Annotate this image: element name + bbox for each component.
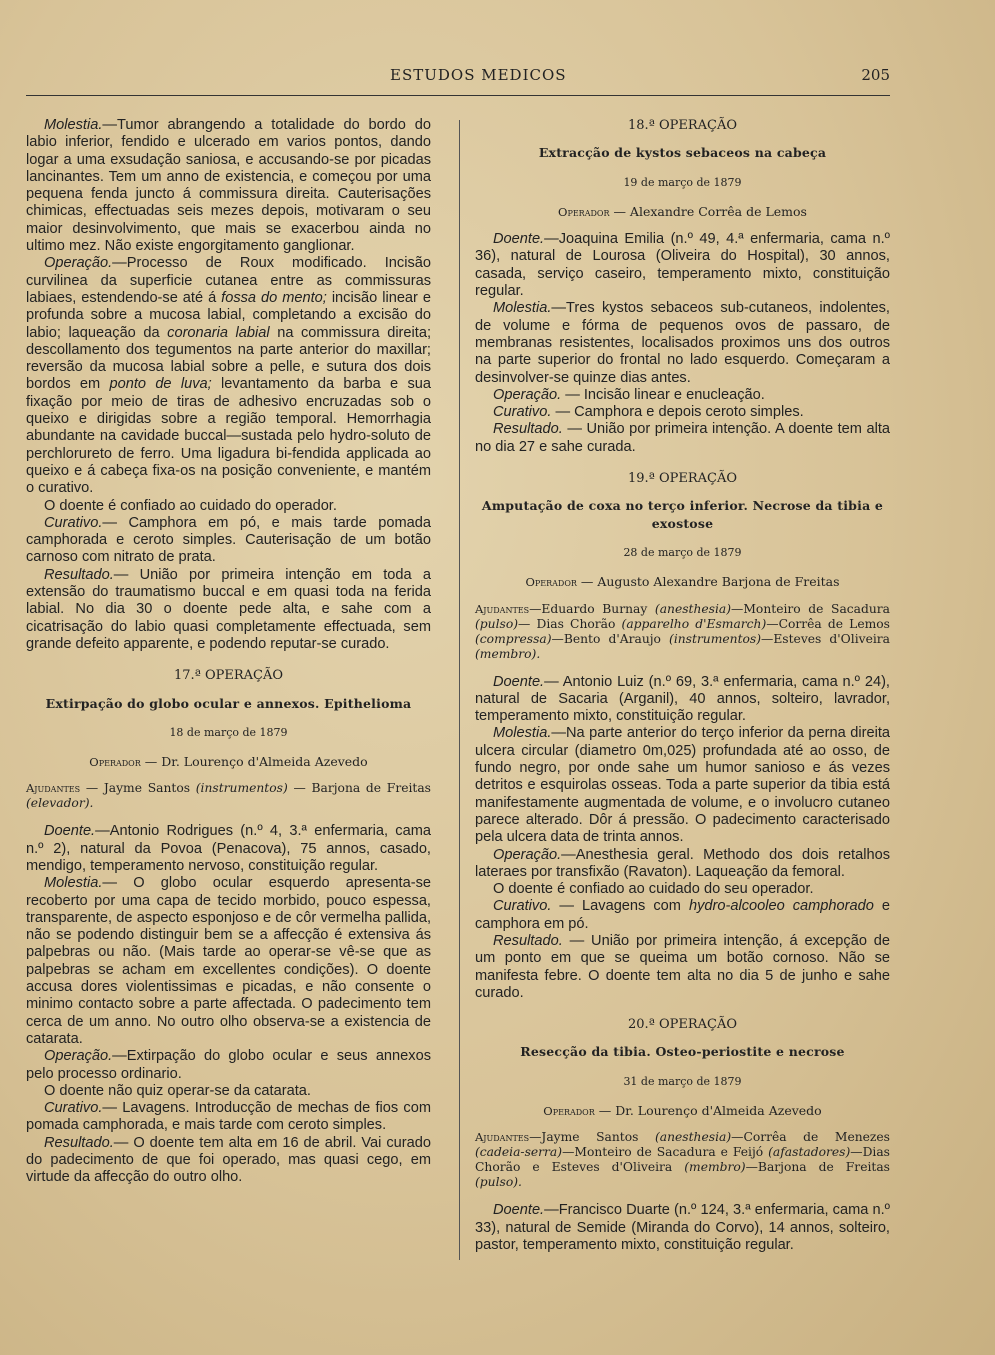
operation-18-curativo: Curativo. — Camphora e depois ceroto simples. (493, 404, 804, 421)
right-column (475, 117, 890, 1254)
operation-19-heading: 19.ª OPERAÇÃO (627, 471, 738, 487)
running-header (30, 66, 890, 90)
operation-19-title: Amputação de coxa no terço inferior. Necrose da tibia e exostose (481, 498, 884, 531)
operation-17-title: Extirpação do globo ocular e annexos. Epithelioma (45, 695, 412, 711)
operation-17-doente: Doente.—Antonio Rodrigues (n.º 4, 3.ª enfermaria, cama n.º 2), natural da Povoa (Penacova), 75 annos, casado, mendigo, temperamento nervoso, constituição regular. (26, 823, 431, 874)
operation-17-note: O doente não quiz operar-se da catarata. (44, 1082, 311, 1099)
operation-20-surgeon: Operador — Dr. Lourenço d'Almeida Azevedo (543, 1103, 822, 1119)
operation-19-assistants: Ajudantes—Eduardo Burnay (anesthesia)—Monteiro de Sacadura (pulso)— Dias Chorão (apparelho d'Esmarch)—Corrêa de Lemos (compressa)—Bento d'Araujo (instrumentos)—Esteves d'Oliveira (membro). (475, 601, 890, 661)
note-paragraph: O doente é confiado ao cuidado do operador. (44, 497, 337, 514)
operacao-paragraph: Operação.—Processo de Roux modificado. Incisão curvilinea da superficie cutanea entre as commissuras labiaes, estendendo-se até á fossa do mento; incisão linear e profunda sobre a mucosa labial, completando a excisão do labio; laqueação da coronaria labial na commissura direita; descollamento dos tegumentos na parte anterior do maxillar; reversão da mucosa labial sobre a pelle, e sutura dos dois bordos em ponto de luva; levantamento da barba e sua fixação por meio de tiras de adhesivo encruzadas sob o queixo e dirigidas sobre a região temporal. Hemorrhagia abundante na cavidade buccal—sustada pelo hydro-soluto de perchlorureto de ferro. Uma ligadura bi-fendida applicada ao queixo e á cabeça fixa-os na posição conveniente, e mantém o curativo. (26, 255, 432, 497)
operation-19-resultado: Resultado. — União por primeira intenção, á excepção de um ponto em que se queima um botão cornoso. Não se manifesta febre. O doente tem alta no dia 5 de junho e sahe curado. (475, 932, 890, 1001)
operation-17-curativo: Curativo.— Lavagens. Introducção de mechas de fios com pomada camphorada, e mais tarde com ceroto simples. (26, 1100, 431, 1134)
left-column (26, 117, 431, 1187)
operation-19-date: 28 de março de 1879 (623, 545, 742, 559)
operation-20-assistants: Ajudantes—Jayme Santos (anesthesia)—Corrêa de Menezes (cadeia-serra)—Monteiro de Sacadura e Feijó (afastadores)—Dias Chorão e Esteves d'Oliveira (membro)—Barjona de Freitas (pulso). (475, 1130, 890, 1190)
molestia-paragraph: Molestia.—Tumor abrangendo a totalidade do bordo do labio inferior, fendido e ulcerado em varios pontos, dando logar a uma exsudação saniosa, e accusando-se por picadas lancinantes. Tem um anno de existencia, e começou por uma pequena fenda juncto á commissura direita. Cauterisações chimicas, effectuadas seis mezes depois, motivaram o seu maior desinvolvimento, que mais se exacerbou ainda no ultimo mez. Não existe engorgitamento ganglionar. (26, 117, 431, 255)
page-number: 205 (861, 66, 890, 84)
operation-17-operacao: Operação.—Extirpação do globo ocular e seus annexos pelo processo ordinario. (26, 1048, 431, 1082)
operation-19-operacao: Operação.—Anesthesia geral. Methodo dos dois retalhos lateraes por transfixão (Ravaton). Laqueação da femoral. (475, 846, 890, 880)
operation-17-assistants: Ajudantes — Jayme Santos (instrumentos) — Barjona de Freitas (elevador). (26, 781, 431, 811)
operation-19-doente: Doente.— Antonio Luiz (n.º 69, 3.ª enfermaria, cama n.º 24), natural de Sacaria (Arganil), 40 annos, solteiro, lavrador, temperamento mixto, constituição regular. (475, 673, 890, 725)
operation-17-resultado: Resultado.— O doente tem alta em 16 de abril. Vai curado do padecimento de que foi operado, mas quasi cego, em virtude da affecção do outro olho. (26, 1134, 431, 1186)
operation-20-doente: Doente.—Francisco Duarte (n.º 124, 3.ª enfermaria, cama n.º 33), natural de Semide (Miranda do Corvo), 14 annos, solteiro, pastor, temperamento mixto, constituição regular. (475, 1202, 890, 1253)
operation-20-heading: 20.ª OPERAÇÃO (627, 1017, 738, 1033)
operation-18-molestia: Molestia.—Tres kystos sebaceos sub-cutaneos, indolentes, de volume e fórma de pequenos ovos de passaro, de membranas resistentes, localisados proximos uns dos outros na parte superior do frontal no lado esquerdo. Começaram a desinvolver-se quinze dias antes. (475, 300, 890, 386)
operation-18-resultado: Resultado. — União por primeira intenção. A doente tem alta no dia 27 e sahe curada. (475, 421, 890, 455)
operation-18-date: 19 de março de 1879 (623, 175, 742, 189)
curativo-paragraph: Curativo.— Camphora em pó, e mais tarde pomada camphorada e ceroto simples. Cauterisação de um botão carnoso com nitrato de prata. (26, 514, 431, 566)
operation-19-note: O doente é confiado ao cuidado do seu operador. (493, 881, 814, 898)
operation-18-heading: 18.ª OPERAÇÃO (627, 118, 738, 133)
operation-18-operacao: Operação. — Incisão linear e enucleação. (493, 386, 765, 403)
operation-20-date: 31 de março de 1879 (623, 1074, 742, 1088)
operation-20-title: Resecção da tibia. Osteo-periostite e necrose (520, 1044, 845, 1060)
operation-19-curativo: Curativo. — Lavagens com hydro-alcooleo camphorado e camphora em pó. (475, 898, 890, 932)
resultado-paragraph: Resultado.— União por primeira intenção em toda a extensão do traumatismo buccal e em quasi toda na ferida labial. No dia 30 o doente pede alta, e sahe com a cicatrisação do labio quasi completamente effectuada, sem grande defeito apparente, e podendo reputar-se curado. (26, 566, 431, 652)
operation-17-surgeon: Operador — Dr. Lourenço d'Almeida Azevedo (89, 754, 368, 770)
running-title: ESTUDOS MEDICOS (390, 66, 567, 84)
operation-19-molestia: Molestia.—Na parte anterior do terço inferior da perna direita ulcera circular (diametro 0m,025) profundada até ao osso, de fundo negro, por onde sahe um humor sanioso e ás vezes detritos e esquirolas osseas. Toda a parte superior da tibia está manifestamente augmentada de volume, e o involucro cutaneo parece alterado. Dôr á pressão. O padecimento caracterisado pela ulcera data de trinta annos. (475, 725, 890, 846)
operation-17-date: 18 de março de 1879 (169, 725, 288, 739)
header-rule (26, 95, 890, 96)
operation-18-doente: Doente.—Joaquina Emilia (n.º 49, 4.ª enfermaria, cama n.º 36), natural de Lourosa (Oliveira do Hospital), 30 annos, casada, serviço caseiro, temperamento mixto, constituição regular. (475, 231, 890, 300)
column-divider (459, 120, 460, 1260)
operation-19-surgeon: Operador — Augusto Alexandre Barjona de Freitas (525, 574, 840, 590)
operation-18-title: Extracção de kystos sebaceos na cabeça (538, 145, 827, 161)
operation-18-surgeon: Operador — Alexandre Corrêa de Lemos (558, 203, 807, 219)
operation-17-molestia: Molestia.— O globo ocular esquerdo apresenta-se recoberto por uma capa de tecido morbido, pouco espessa, transparente, de aspecto esponjoso e de côr vermelha pallida, não se podendo distinguir bem se a affecção é extensiva ás palpebras ou não. (Mais tarde ao operar-se vê-se que as palpebras se acham em excellentes condições). O doente accusa dores violentissimas e picadas, e não consente o minimo contacto sobre a parte affectada. O padecimento tem cerca de um anno. No outro olho observa-se a existencia de catarata. (26, 875, 431, 1047)
operation-17-heading: 17.ª OPERAÇÃO (173, 668, 284, 684)
